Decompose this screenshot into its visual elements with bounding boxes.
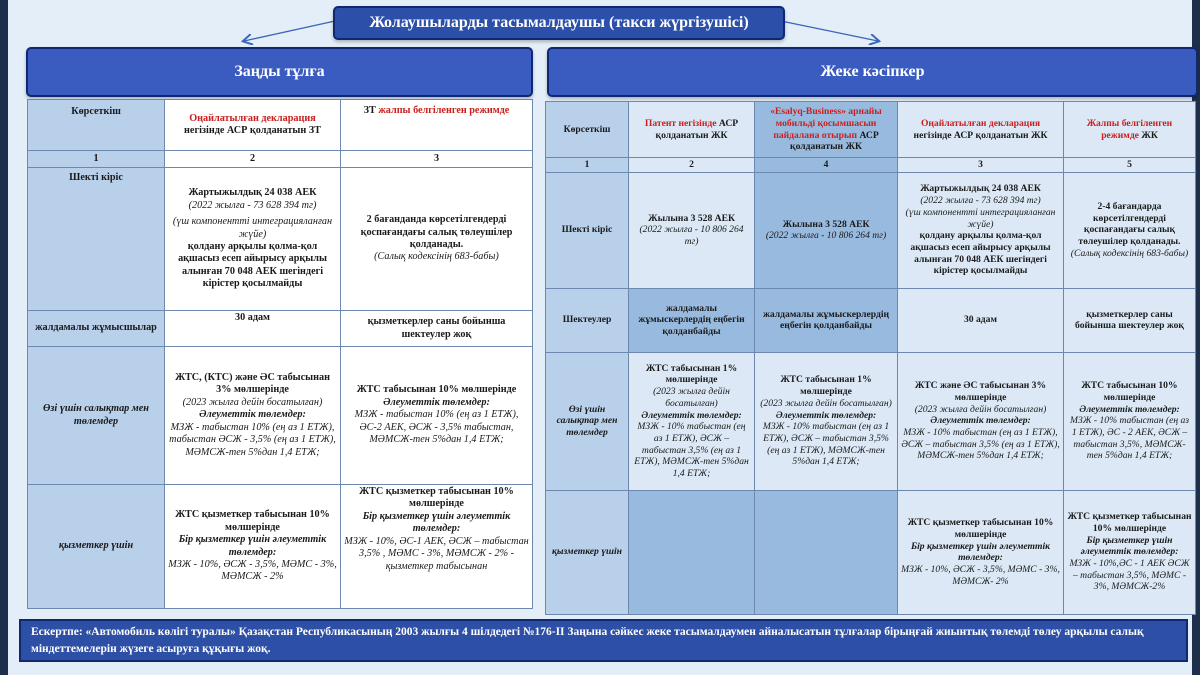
text: Әлеуметтік төлемдер: (199, 409, 306, 421)
header-col-4-red: «Esalyq-Business» арнайы мобильді қосымшасын пайдалана отырып (770, 106, 882, 141)
row-label-income: Шекті кіріс (28, 168, 165, 311)
cell-limits-c2: жалдамалы жұмыскерлердің еңбегін қолданбайды (629, 288, 755, 352)
text: ЖТС қызметкер табысынан 10% мөлшерінде (1067, 511, 1192, 534)
text: Әлеуметтік төлемдер: (930, 415, 1031, 427)
header-col-3 (898, 102, 1064, 158)
text: МЗЖ - 10% табыстан (ең аз 1 ЕТЖ), ӘСЖ – табыстан 3,5% (ең аз 1 ЕТЖ), МӘМСЖ-тен 5%дан 1,4 ЕТЖ; (634, 421, 749, 480)
cell-employee-c2 (165, 485, 341, 609)
arrow-left (244, 21, 335, 41)
cell-taxes-c3 (898, 352, 1064, 490)
table-row (28, 100, 533, 151)
cell-employee-c2-empty (629, 490, 755, 614)
cell-limits-c4: жалдамалы жұмыскерлердің еңбегін қолданбайды (755, 288, 898, 352)
cell-limits-c5: қызметкерлер саны бойынша шектеулер жоқ (1064, 288, 1196, 352)
text: (2022 жылға - 73 628 394 тг) (920, 195, 1041, 207)
text: МЗЖ - 10% табыстан (ең аз 1 ЕТЖ), ӘСЖ – табыстан 3,5% (ең аз 1 ЕТЖ), МӘМСЖ-тен 5%дан 1,4 ЕТЖ; (762, 421, 890, 468)
header-col-2 (629, 102, 755, 158)
individual-entrepreneur-table (545, 101, 1196, 615)
col-number: 3 (341, 151, 533, 168)
cell-taxes-c3 (341, 347, 533, 485)
text: (үш компонентті интеграцияланған жүйе) (172, 216, 333, 240)
header-col-3-pre: ЗТ (363, 105, 376, 116)
cell-taxes-c2 (165, 347, 341, 485)
table-row-employee (546, 490, 1196, 614)
cell-income-c3 (341, 168, 533, 311)
cell-income-c5 (1064, 172, 1196, 288)
legal-entity-table (27, 99, 533, 609)
text: Жартыжылдық 24 038 АЕК (188, 187, 317, 199)
text: (2023 жылға дейін босатылған) (653, 386, 730, 409)
cell-taxes-c2 (629, 352, 755, 490)
cell-income-c3 (898, 172, 1064, 288)
text: Әлеуметтік төлемдер: (1079, 403, 1180, 415)
text: 2-4 бағандарда көрсетілгендерді қоспағандағы салық төлеушілер қолданады. (1078, 200, 1181, 248)
table-row-taxes (546, 352, 1196, 490)
header-col-3-red: жалпы белгіленген режимде (378, 105, 510, 116)
row-label-employee: қызметкер үшін (546, 490, 629, 614)
cell-workers-c2: 30 адам (165, 311, 341, 347)
text: ЖТС қызметкер табысынан 10% мөлшерінде (175, 509, 330, 533)
text: Жылына 3 528 АЕК (782, 218, 870, 230)
cell-income-c4 (755, 172, 898, 288)
text: (2022 жылға - 10 806 264 тг) (639, 224, 744, 248)
page-title: Жолаушыларды тасымалдаушы (такси жүргізушісі) (333, 6, 785, 40)
row-label-income: Шекті кіріс (546, 172, 629, 288)
cell-employee-c3 (898, 490, 1064, 614)
text: МЗЖ - 10% табыстан (ең аз 1 ЕТЖ), ӘСЖ – табыстан 3,5% (ең аз 1 ЕТЖ), МӘМСЖ-тен 5%дан 1,4 ЕТЖ; (901, 427, 1060, 462)
cell-workers-c3: қызметкерлер саны бойынша шектеулер жоқ (341, 311, 533, 347)
text: МЗЖ - 10%,ӘС - 1 АЕК ӘСЖ – табыстан 3,5%, МӘМС - 3%, МӘМСЖ-2% (1069, 558, 1190, 593)
text: Бір қызметкер үшін әлеуметтік төлемдер: (1080, 534, 1179, 558)
cell-income-c2 (165, 168, 341, 311)
col-number: 4 (755, 158, 898, 173)
text: ЖТС табысынан 1% мөлшерінде (645, 362, 738, 386)
header-indicator: Көрсеткіш (28, 100, 165, 151)
table-row-numbers (546, 158, 1196, 173)
section-heading-individual-entrepreneur: Жеке кәсіпкер (547, 47, 1198, 97)
cell-income-c2 (629, 172, 755, 288)
text: (2022 жылға - 10 806 264 тг) (765, 230, 887, 242)
footnote: Ескертпе: «Автомобиль көлігі туралы» Қазақстан Республикасының 2003 жылғы 4 шілдедегі №176-ІІ Заңына сәйкес жеке тасымалдаумен айналысатын тұлғалар бірыңғай жиынтық төлемді төлеу арқылы салық міндеттемелерін жүзеге асыруға құқығы жоқ. (19, 619, 1188, 662)
table-row-numbers (28, 151, 533, 168)
cell-taxes-c5 (1064, 352, 1196, 490)
text: ЖТС және ӘС табысынан 3% мөлшерінде (914, 380, 1047, 403)
header-col-5-rest: ЖК (1141, 129, 1158, 141)
header-col-2 (165, 100, 341, 151)
row-label-limits: Шектеулер (546, 288, 629, 352)
text: ЖТС қызметкер табысынан 10% мөлшерінде (359, 486, 514, 510)
header-col-3-red: Оңайлатылған декларация (920, 117, 1041, 129)
text: (Салық кодексінің 683-бабы) (374, 251, 499, 263)
header-indicator: Көрсеткіш (546, 102, 629, 158)
text: 2 бағанданда көрсетілгендерді қоспағандағы салық төлеушілер қолданады. (360, 214, 513, 250)
text: Әлеуметтік төлемдер: (383, 396, 490, 408)
text: (2023 жылға дейін босатылған) (760, 397, 892, 409)
text: ЖТС табысынан 1% мөлшерінде (780, 374, 872, 398)
header-col-3 (341, 100, 533, 151)
text: (үш компонентті интеграцияланған жүйе) (905, 206, 1056, 230)
table-row-income (546, 172, 1196, 288)
text: ЖТС табысынан 10% мөлшерінде (1081, 380, 1178, 403)
table-row-taxes (28, 347, 533, 485)
cell-limits-c3: 30 адам (898, 288, 1064, 352)
table-row (546, 102, 1196, 158)
table-row-workers (28, 311, 533, 347)
row-label-employee: қызметкер үшін (28, 485, 165, 609)
header-col-2-rest: негізінде АСР қолданатын ЗТ (184, 125, 321, 136)
header-col-3-rest: негізінде АСР қолданатын ЖК (913, 129, 1048, 141)
text: Жылына 3 528 АЕК (648, 212, 735, 224)
text: ЖТС қызметкер табысынан 10% мөлшерінде (907, 517, 1054, 540)
text: ЖТС табысынан 10% мөлшерінде (356, 384, 517, 396)
text: Жартыжылдық 24 038 АЕК (920, 183, 1041, 195)
cell-employee-c4-empty (755, 490, 898, 614)
row-label-taxes: Өзі үшін салықтар мен төлемдер (28, 347, 165, 485)
header-col-5 (1064, 102, 1196, 158)
header-col-2-red: Оңайлатылған декларация (189, 112, 316, 124)
row-label-workers: жалдамалы жұмысшылар (28, 311, 165, 347)
header-col-2-rest: АСР қолданатын ЖК (655, 117, 739, 141)
text: Бір қызметкер үшін әлеуметтік төлемдер: (178, 534, 327, 558)
text: Әлеуметтік төлемдер: (775, 409, 877, 421)
arrow-right (781, 21, 878, 41)
text: қолдану арқылы қолма-қол ақшасыз есеп айырысу арқылы алынған 70 048 АЕК шегіндегі кірістер қосылмайды (178, 241, 327, 290)
text: ЖТС, (КТС) және ӘС табысынан 3% мөлшерінде (175, 371, 330, 396)
header-col-5-red: Жалпы белгіленген режимде (1086, 117, 1173, 141)
header-col-4 (755, 102, 898, 158)
text: (2022 жылға - 73 628 394 тг) (188, 199, 317, 211)
text: МЗЖ - 10%, ӘС-1 АЕК, ӘСЖ – табыстан 3,5% , МӘМС - 3%, МӘМСЖ - 2% - қызметкер табысынан (344, 535, 529, 572)
text: қолдану арқылы қолма-қол ақшасыз есеп айырысу арқылы алынған 70 048 АЕК шегіндегі кірістер қосылмайды (910, 230, 1051, 277)
text: Бір қызметкер үшін әлеуметтік төлемдер: (362, 510, 511, 535)
cell-taxes-c4 (755, 352, 898, 490)
col-number: 3 (898, 158, 1064, 173)
col-number: 1 (546, 158, 629, 173)
left-edge-bar (0, 0, 8, 675)
col-number: 2 (629, 158, 755, 173)
table-row-employee (28, 485, 533, 609)
text: Бір қызметкер үшін әлеуметтік төлемдер: (911, 540, 1050, 564)
section-heading-legal-entity: Заңды тұлға (26, 47, 533, 97)
text: (2023 жылға дейін босатылған) (914, 403, 1047, 415)
text: МЗЖ - 10%, ӘСЖ - 3,5%, МӘМС - 3%, МӘМСЖ - 2% (168, 558, 337, 583)
table-row-limits (546, 288, 1196, 352)
text: МЗЖ - 10% табыстан (ең аз 1 ЕТЖ), ӘС - 2 АЕК, ӘСЖ – табыстан 3,5%, МӘМСЖ-тен 5%дан 1,4 ЕТЖ; (1069, 415, 1190, 462)
col-number: 5 (1064, 158, 1196, 173)
text: Әлеуметтік төлемдер: (641, 409, 742, 421)
header-col-4-rest: АСР қолданатын ЖК (790, 129, 879, 153)
col-number: 1 (28, 151, 165, 168)
cell-employee-c3 (341, 485, 533, 609)
text: МЗЖ - табыстан 10% (ең аз 1 ЕТЖ), табыстан ӘСЖ - 3,5% (ең аз 1 ЕТЖ), МӘМСЖ-тен 5%дан 1,4 ЕТЖ; (169, 421, 336, 458)
text: МЗЖ - табыстан 10% (ең аз 1 ЕТЖ), ӘС-2 АЕК, ӘСЖ - 3,5% табыстан, МӘМСЖ-тен 5%дан 1,4 ЕТЖ; (354, 409, 519, 446)
text: МЗЖ - 10%, ӘСЖ - 3,5%, МӘМС - 3%, МӘМСЖ- 2% (901, 563, 1060, 587)
table-row-income (28, 168, 533, 311)
col-number: 2 (165, 151, 341, 168)
header-col-2-red: Патент негізінде (644, 117, 717, 129)
row-label-taxes: Өзі үшін салықтар мен төлемдер (546, 352, 629, 490)
text: (2023 жылға дейін босатылған) (182, 396, 323, 408)
cell-employee-c5 (1064, 490, 1196, 614)
text: (Салық кодексінің 683-бабы) (1070, 247, 1189, 259)
